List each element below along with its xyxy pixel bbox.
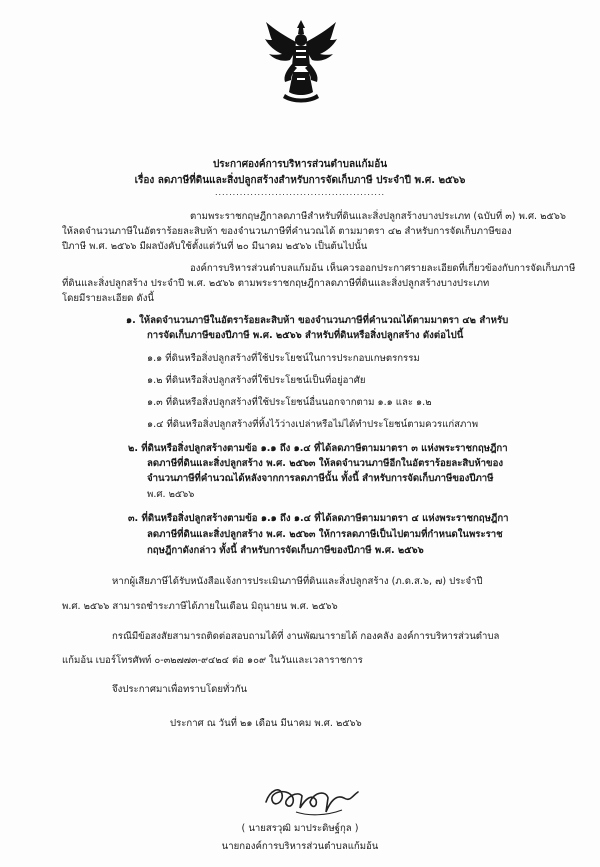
announcement-date: ประกาศ ณ วันที่ ๒๑ เดือน มีนาคม พ.ศ. ๒๕๖๖ [170, 718, 362, 729]
item-1-line: การจัดเก็บภาษีของปีภาษี พ.ศ. ๒๕๖๖ สำหรับที่ดินหรือสิ่งปลูกสร้าง ดังต่อไปนี้ [147, 330, 464, 341]
announcement-subject: เรื่อง ลดภาษีที่ดินและสิ่งปลูกสร้างสำหรับการจัดเก็บภาษี ประจำปี พ.ศ. ๒๕๖๖ [134, 175, 466, 186]
signer-name: ( นายสรวุฒิ มาประดิษฐ์กุล ) [241, 823, 359, 834]
signature-image [256, 772, 366, 822]
garuda-emblem-icon [263, 18, 339, 104]
item-2-line: พ.ศ. ๒๕๖๖ [147, 489, 195, 500]
paragraph-4-line: กรณีมีข้อสงสัยสามารถติดต่อสอบถามได้ที่ งานพัฒนารายได้ กองคลัง องค์การบริหารส่วนตำบล [112, 631, 500, 642]
paragraph-4-line: แก้มอ้น เบอร์โทรศัพท์ ๐-๓๒๗๗๓-๙๔๒๔ ต่อ ๑๐๙ ในวันและเวลาราชการ [62, 655, 363, 666]
paragraph-3-line: พ.ศ. ๒๕๖๖ สามารถชำระภาษีได้ภายในเดือน มิถุนายน พ.ศ. ๒๕๖๖ [62, 601, 338, 612]
signer-position: นายกองค์การบริหารส่วนตำบลแก้มอ้น [221, 841, 379, 852]
sub-item: ๑.๔ ที่ดินหรือสิ่งปลูกสร้างที่ทิ้งไว้ว่างเปล่าหรือไม่ได้ทำประโยชน์ตามควรแก่สภาพ [147, 419, 479, 430]
paragraph-1-line: ตามพระราชกฤษฎีกาลดภาษีสำหรับที่ดินและสิ่งปลูกสร้างบางประเภท (ฉบับที่ ๓) พ.ศ. ๒๕๖๖ [190, 211, 566, 222]
paragraph-1-line: ปีภาษี พ.ศ. ๒๕๖๖ มีผลบังคับใช้ตั้งแต่วันที่ ๒๐ มีนาคม ๒๕๖๖ เป็นต้นไปนั้น [62, 241, 368, 252]
sub-item: ๑.๓ ที่ดินหรือสิ่งปลูกสร้างที่ใช้ประโยชน์อื่นนอกจากตาม ๑.๑ และ ๑.๒ [147, 397, 432, 408]
closing-line: จึงประกาศมาเพื่อทราบโดยทั่วกัน [112, 684, 248, 695]
paragraph-2-line: ที่ดินและสิ่งปลูกสร้าง ประจำปี พ.ศ. ๒๕๖๖ ตามพระราชกฤษฎีกาลดภาษีที่ดินและสิ่งปลูกสร้างบางประเภท [62, 278, 490, 289]
item-2-line: จำนวนภาษีที่คำนวณได้หลังจากการลดภาษีนั้น ทั้งนี้ สำหรับการจัดเก็บภาษีของปีภาษี [147, 473, 494, 484]
paragraph-2-line: โดยมีรายละเอียด ดังนี้ [62, 293, 154, 304]
item-3-line: กฤษฎีกาดังกล่าว ทั้งนี้ สำหรับการจัดเก็บภาษีของปีภาษี พ.ศ. ๒๕๖๖ [147, 545, 424, 556]
item-2-line: ๒. ที่ดินหรือสิ่งปลูกสร้างตามข้อ ๑.๑ ถึง ๑.๔ ที่ได้ลดภาษีตามมาตรา ๓ แห่งพระราชกฤษฎีกา [128, 443, 508, 454]
title-separator: ................................................ [214, 188, 386, 197]
item-3-line: ลดภาษีที่ดินและสิ่งปลูกสร้าง พ.ศ. ๒๕๖๓ ให้การลดภาษีเป็นไปตามที่กำหนดในพระราช [147, 529, 503, 540]
announcement-title: ประกาศองค์การบริหารส่วนตำบลแก้มอ้น [212, 159, 388, 170]
paragraph-1-line: ให้ลดจำนวนภาษีในอัตราร้อยละสิบห้า ของจำนวนภาษีที่คำนวณได้ ตามมาตรา ๔๒ สำหรับการจัดเก็บภาษีของ [62, 226, 512, 237]
item-2-line: ลดภาษีที่ดินและสิ่งปลูกสร้าง พ.ศ. ๒๕๖๓ ให้ลดจำนวนภาษีอีกในอัตราร้อยละสิบห้าของ [147, 458, 504, 469]
sub-item: ๑.๒ ที่ดินหรือสิ่งปลูกสร้างที่ใช้ประโยชน์เป็นที่อยู่อาศัย [147, 375, 366, 386]
paragraph-2-line: องค์การบริหารส่วนตำบลแก้มอ้น เห็นควรออกประกาศรายละเอียดที่เกี่ยวข้องกับการจัดเก็บภาษี [190, 263, 576, 274]
item-1-line: ๑. ให้ลดจำนวนภาษีในอัตราร้อยละสิบห้า ของจำนวนภาษีที่คำนวณได้ตามมาตรา ๔๒ สำหรับ [126, 315, 509, 326]
paragraph-3-line: หากผู้เสียภาษีได้รับหนังสือแจ้งการประเมินภาษีที่ดินและสิ่งปลูกสร้าง (ภ.ด.ส.๖, ๗) ประจำปี [112, 576, 483, 587]
item-3-line: ๓. ที่ดินหรือสิ่งปลูกสร้างตามข้อ ๑.๑ ถึง ๑.๔ ที่ได้ลดภาษีตามมาตรา ๔ แห่งพระราชกฤษฎีกา [128, 513, 509, 524]
sub-item: ๑.๑ ที่ดินหรือสิ่งปลูกสร้างที่ใช้ประโยชน์ในการประกอบเกษตรกรรม [147, 353, 420, 364]
